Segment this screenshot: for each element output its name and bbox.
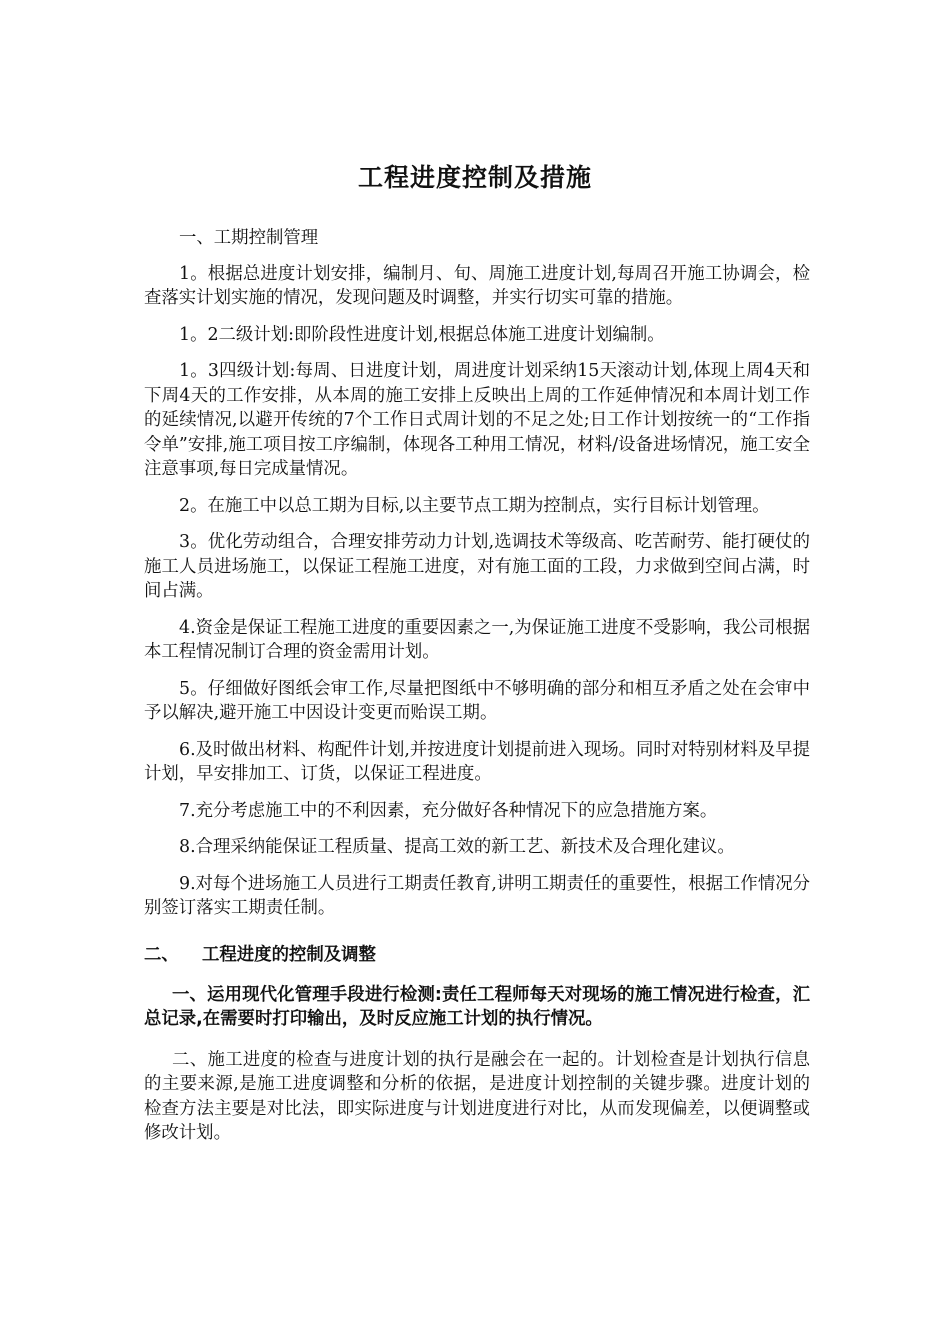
document-title: 工程进度控制及措施 <box>357 163 592 192</box>
paragraph-2: 2。在施工中以总工期为目标,以主要节点工期为控制点，实行目标计划管理。 <box>179 495 770 516</box>
paragraph-1-3: 1。3四级计划:每周、日进度计划，周进度计划采纳15天滚动计划,体现上周4天和下周4天的工作安排，从本周的施工安排上反映出上周的工作延伸情况和本周计划工作的延续情况,以避开传统的7个工作日式周计划的不足之处;日工作计划按统一的“工作指令单”安排,施工项目按工序编制，体现各工种用工情况，材料/设备进场情况，施工安全注意事项,每日完成量情况。 <box>144 361 810 479</box>
paragraph-6: 6.及时做出材料、构配件计划,并按进度计划提前进入现场。同时对特别材料及早提计划，早安排加工、订货，以保证工程进度。 <box>144 739 810 784</box>
paragraph-1: 1。根据总进度计划安排，编制月、旬、周施工进度计划,每周召开施工协调会，检查落实计划实施的情况，发现问题及时调整，并实行切实可靠的措施。 <box>144 263 810 308</box>
last-paragraph: 二、施工进度的检查与进度计划的执行是融会在一起的。计划检查是计划执行信息的主要来源,是施工进度调整和分析的依据，是进度计划控制的关键步骤。进度计划的检查方法主要是对比法，即实际进度与计划进度进行对比，从而发现偏差，以便调整或修改计划。 <box>144 1049 810 1143</box>
section-heading-2-title: 工程进度的控制及调整 <box>202 944 376 965</box>
paragraph-1-2: 1。2二级计划:即阶段性进度计划,根据总体施工进度计划编制。 <box>179 324 665 345</box>
paragraph-7: 7.充分考虑施工中的不利因素，充分做好各种情况下的应急措施方案。 <box>179 800 718 821</box>
section-heading-1: 一、工期控制管理 <box>179 228 319 248</box>
section-heading-2-number: 二、 <box>144 944 179 965</box>
bold-paragraph: 一、运用现代化管理手段进行检测:责任工程师每天对现场的施工情况进行检查，汇总记录,在需要时打印输出，及时反应施工计划的执行情况。 <box>144 984 810 1029</box>
paragraph-5: 5。仔细做好图纸会审工作,尽量把图纸中不够明确的部分和相互矛盾之处在会审中予以解决,避开施工中因设计变更而贻误工期。 <box>144 678 810 723</box>
paragraph-4: 4.资金是保证工程施工进度的重要因素之一,为保证施工进度不受影响，我公司根据本工程情况制订合理的资金需用计划。 <box>144 617 810 662</box>
paragraph-3: 3。优化劳动组合，合理安排劳动力计划,选调技术等级高、吃苦耐劳、能打硬仗的施工人员进场施工，以保证工程施工进度，对有施工面的工段，力求做到空间占满，时间占满。 <box>144 532 810 601</box>
document-body <box>144 226 810 1158</box>
paragraph-8: 8.合理采纳能保证工程质量、提高工效的新工艺、新技术及合理化建议。 <box>179 837 735 857</box>
paragraph-9: 9.对每个进场施工人员进行工期责任教育,讲明工期责任的重要性，根据工作情况分别签订落实工期责任制。 <box>144 873 810 918</box>
section-heading-2 <box>144 943 810 967</box>
